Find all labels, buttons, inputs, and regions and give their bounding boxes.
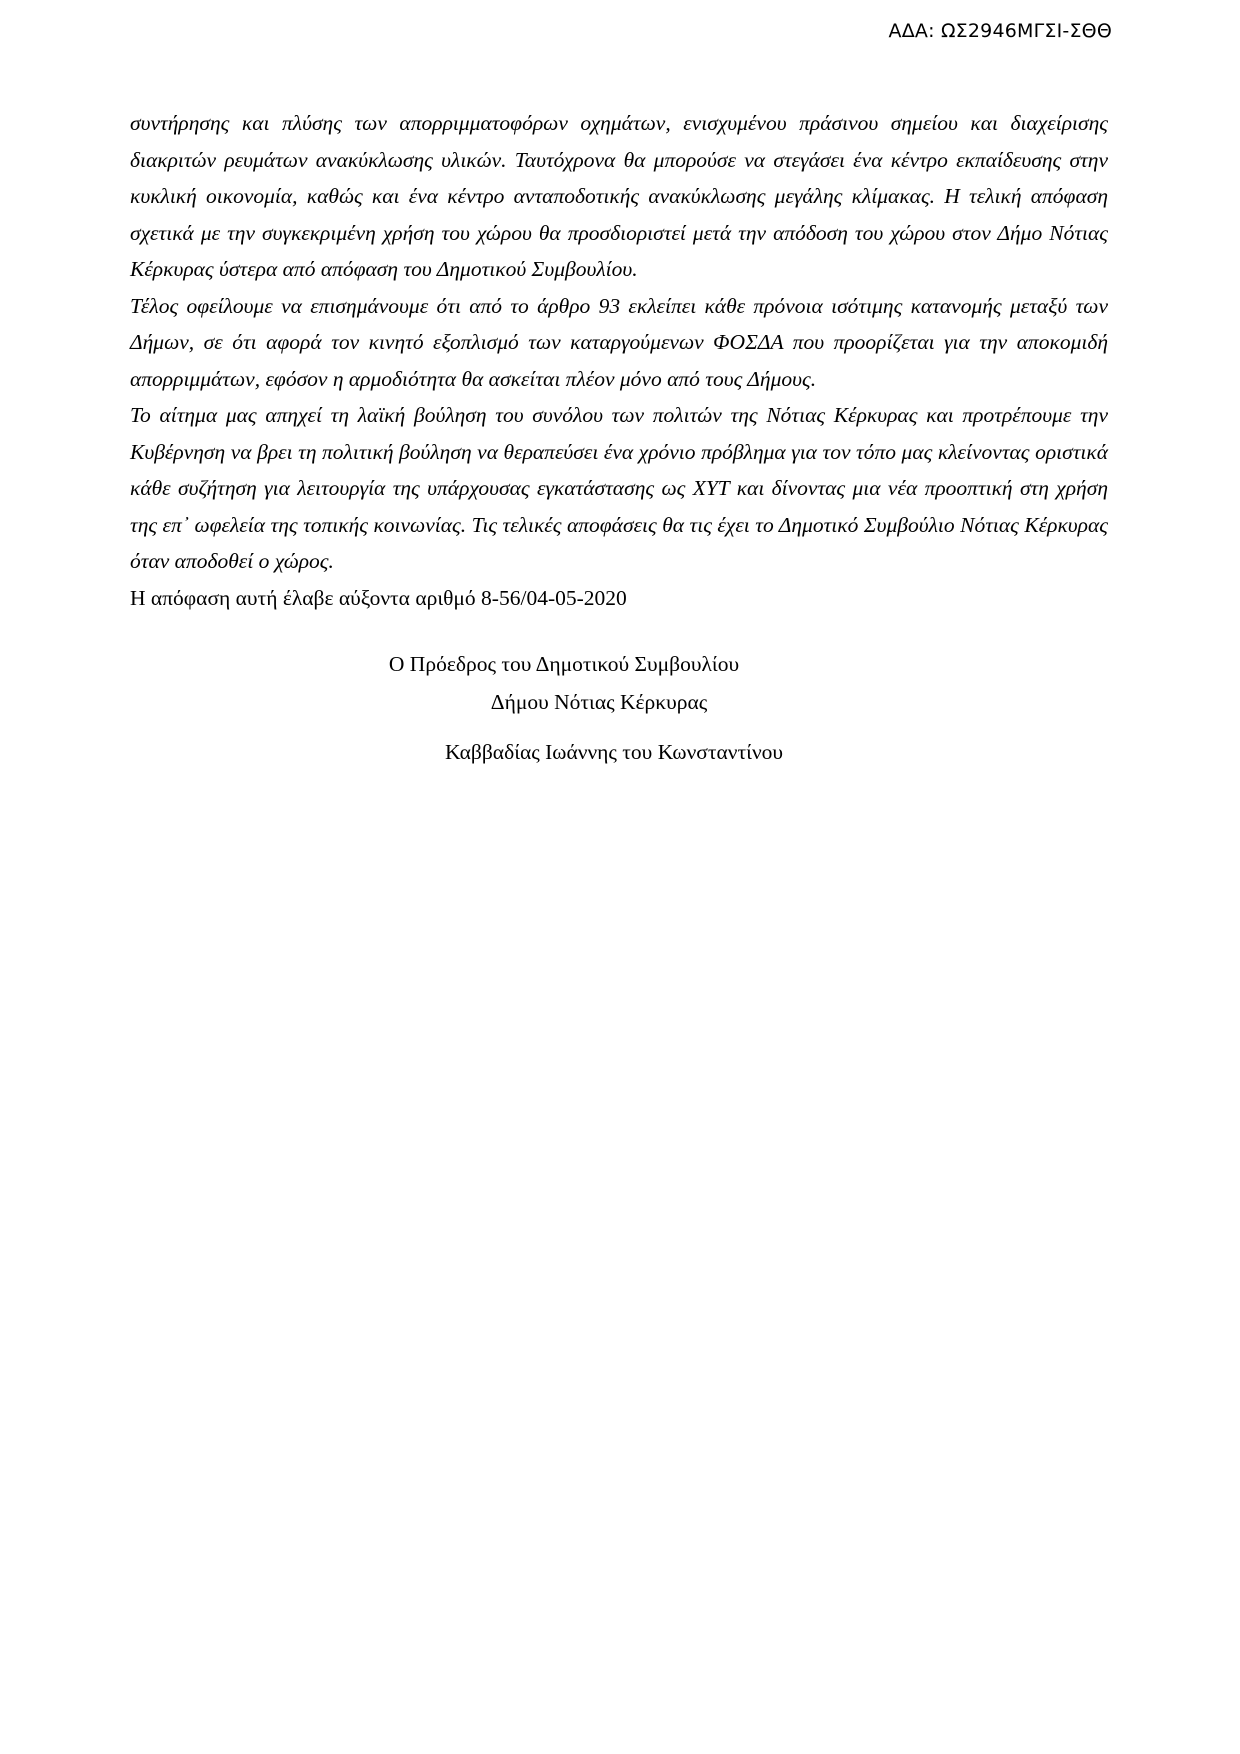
paragraph-4-decision-number: Η απόφαση αυτή έλαβε αύξοντα αριθμό 8-56/04-05-2020 bbox=[130, 585, 627, 610]
signature-municipality-line: Δήμου Νότιας Κέρκυρας bbox=[490, 690, 708, 714]
signature-name-line: Καββαδίας Ιωάννης του Κωνσταντίνου bbox=[444, 740, 784, 764]
signature-block bbox=[130, 645, 1108, 771]
ada-protocol-number: ΑΔΑ: ΩΣ2946ΜΓΣΙ-ΣΘΘ bbox=[888, 20, 1112, 42]
document-body bbox=[130, 105, 1108, 616]
signature-title-line: Ο Πρόεδρος του Δημοτικού Συμβουλίου bbox=[388, 652, 740, 676]
paragraph-1: συντήρησης και πλύσης των απορριμματοφόρων οχημάτων, ενισχυμένου πράσινου σημείου και διαχείρισης διακριτών ρευμάτων ανακύκλωσης υλικών. Ταυτόχρονα θα μπορούσε να στεγάσει ένα κέντρο εκπαίδευσης στην κυκλική οικονομία, καθώς και ένα κέντρο ανταποδοτικής ανακύκλωσης μεγάλης κλίμακας. Η τελική απόφαση σχετικά με την συγκεκριμένη χρήση του χώρου θα προσδιοριστεί μετά την απόδοση του χώρου στον Δήμο Νότιας Κέρκυρας ύστερα από απόφαση του Δημοτικού Συμβουλίου. bbox=[130, 111, 1108, 281]
paragraph-3: Το αίτημα μας απηχεί τη λαϊκή βούληση του συνόλου των πολιτών της Νότιας Κέρκυρας και προτρέπουμε την Κυβέρνηση να βρει τη πολιτική βούληση να θεραπεύσει ένα χρόνιο πρόβλημα για τον τόπο μας κλείνοντας οριστικά κάθε συζήτηση για λειτουργία της υπάρχουσας εγκατάστασης ως ΧΥΤ και δίνοντας μια νέα προοπτική στη χρήση της επ᾽ ωφελεία της τοπικής κοινωνίας. Τις τελικές αποφάσεις θα τις έχει το Δημοτικό Συμβούλιο Νότιας Κέρκυρας όταν αποδοθεί ο χώρος. bbox=[130, 403, 1108, 573]
paragraph-2: Τέλος οφείλουμε να επισημάνουμε ότι από το άρθρο 93 εκλείπει κάθε πρόνοια ισότιμης κατανομής μεταξύ των Δήμων, σε ότι αφορά τον κινητό εξοπλισμό των καταργούμενων ΦΟΣΔΑ που προορίζεται για την αποκομιδή απορριμμάτων, εφόσον η αρμοδιότητα θα ασκείται πλέον μόνο από τους Δήμους. bbox=[130, 293, 1108, 391]
